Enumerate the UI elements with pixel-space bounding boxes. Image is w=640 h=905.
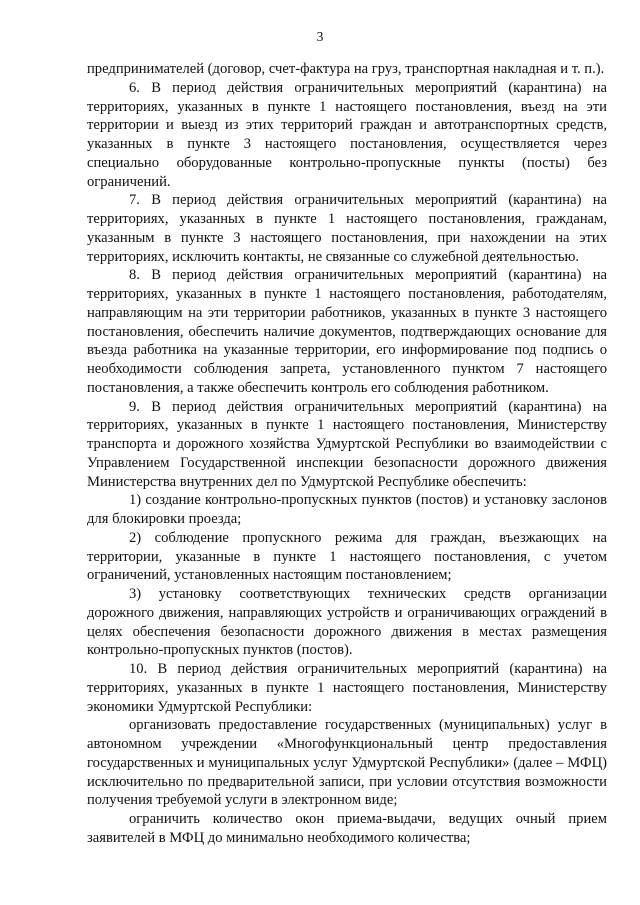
paragraph-item-9: 9. В период действия ограничительных мероприятий (карантина) на территориях, указанных в пункте 1 настоящего постановления, Министерству транспорта и дорожного хозяйства Удмуртской Республики во взаимодействии с Управлением Государственной инспекции безопасности дорожного движения Министерства внутренних дел по Удмуртской Республике обеспечить: — [87, 398, 607, 490]
paragraph-item-10-a: организовать предоставление государственных (муниципальных) услуг в автономном учреждении «Многофункциональный центр предоставления государственных и муниципальных услуг Удмуртской Республики» (далее – МФЦ) исключительно по предварительной записи, при условии отсутствия возможности получения требуемой услуги в электронном виде; — [87, 717, 607, 809]
paragraph-item-10-b: ограничить количество окон приема-выдачи, ведущих очный прием заявителей в МФЦ до минимально необходимого количества; — [87, 811, 607, 846]
paragraph-item-8: 8. В период действия ограничительных мероприятий (карантина) на территориях, указанных в пункте 1 настоящего постановления, работодателям, направляющим на эти территории работников, указанных в пункте 3 настоящего постановления, обеспечить наличие документов, подтверждающих основание для въезда работника на указанные территории, его информирование под подпись о необходимости соблюдения запрета, установленного пунктом 7 настоящего постановления, а также обеспечить контроль его соблюдения работником. — [87, 267, 607, 396]
paragraph-item-10: 10. В период действия ограничительных мероприятий (карантина) на территориях, указанных в пункте 1 настоящего постановления, Министерству экономики Удмуртской Республики: — [87, 661, 607, 715]
paragraph-item-9-1: 1) создание контрольно-пропускных пунктов (постов) и установку заслонов для блокировки проезда; — [87, 492, 607, 527]
paragraph-item-9-3: 3) установку соответствующих технических средств организации дорожного движения, направляющих устройств и ограничивающих ограждений в целях обеспечения безопасности дорожного движения в местах размещения контрольно-пропускных пунктов (постов). — [87, 586, 607, 659]
paragraph-item-7: 7. В период действия ограничительных мероприятий (карантина) на территориях, указанных в пункте 1 настоящего постановления, гражданам, указанным в пункте 3 настоящего постановления, при нахождении на этих территориях, исключить контакты, не связанные со служебной деятельностью. — [87, 192, 607, 265]
document-body — [87, 60, 607, 848]
page-number: 3 — [316, 29, 324, 44]
paragraph-item-9-2: 2) соблюдение пропускного режима для граждан, въезжающих на территории, указанные в пункте 1 настоящего постановления, с учетом ограничений, установленных настоящим постановлением; — [87, 529, 607, 584]
paragraph-continuation: предпринимателей (договор, счет-фактура на груз, транспортная накладная и т. п.). — [87, 61, 605, 77]
paragraph-item-6: 6. В период действия ограничительных мероприятий (карантина) на территориях, указанных в пункте 1 настоящего постановления, въезд на эти территории и выезд из этих территорий граждан и автотранспортных средств, указанных в пункте 3 настоящего постановления, осуществляется через специально оборудованные контрольно-пропускные пункты (посты) без ограничений. — [87, 79, 607, 190]
